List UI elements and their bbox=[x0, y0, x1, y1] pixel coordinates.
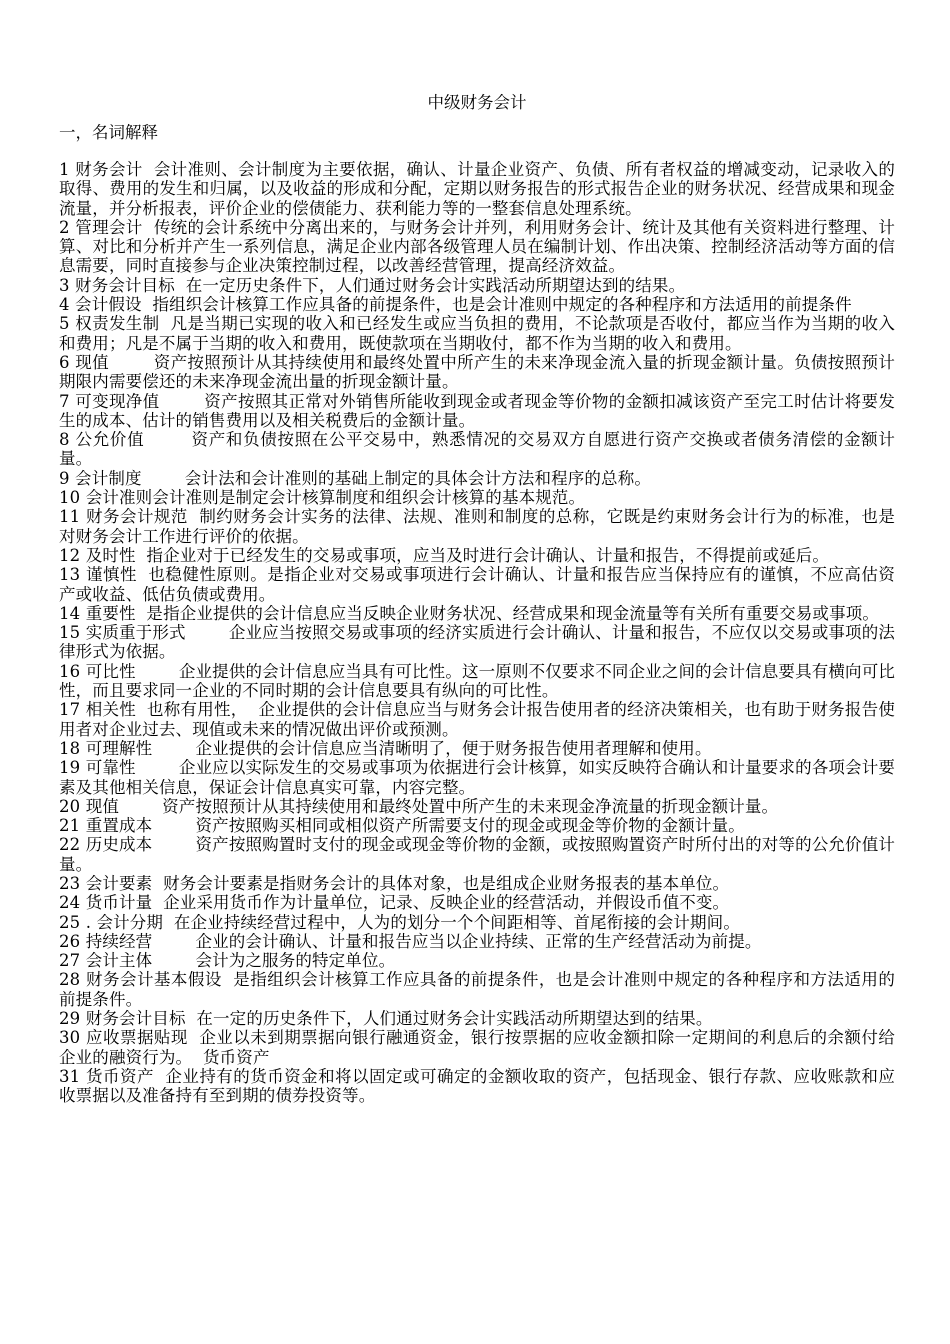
definition-entry: 8 公允价值 资产和负债按照在公平交易中，熟悉情况的交易双方自愿进行资产交换或者债务清偿的金额计量。 bbox=[59, 430, 895, 469]
definition-entry: 26 持续经营 企业的会计确认、计量和报告应当以企业持续、正常的生产经营活动为前提。 bbox=[59, 931, 762, 951]
definition-entry: 29 财务会计目标 在一定的历史条件下，人们通过财务会计实践活动所期望达到的结果。 bbox=[59, 1009, 713, 1029]
definition-entry: 30 应收票据贴现 企业以未到期票据向银行融通资金，银行按票据的应收金额扣除一定期间的利息后的余额付给企业的融资行为。 货币资产 bbox=[59, 1028, 895, 1067]
definition-entry: 21 重置成本 资产按照购买相同或相似资产所需要支付的现金或现金等价物的金额计量。 bbox=[59, 816, 745, 836]
definition-entry: 15 实质重于形式 企业应当按照交易或事项的经济实质进行会计确认、计量和报告，不应仅以交易或事项的法律形式为依据。 bbox=[59, 623, 895, 662]
definition-entry: 17 相关性 也称有用性， 企业提供的会计信息应当与财务会计报告使用者的经济决策相关，也有助于财务报告使用者对企业过去、现值或未来的情况做出评价或预测。 bbox=[59, 700, 895, 739]
definition-entry: 23 会计要素 财务会计要素是指财务会计的具体对象，也是组成企业财务报表的基本单位。 bbox=[59, 873, 730, 893]
definition-entry: 25 . 会计分期 在企业持续经营过程中，人为的划分一个个间距相等、首尾衔接的会计期间。 bbox=[59, 912, 740, 932]
definition-entry: 1 财务会计 会计准则、会计制度为主要依据，确认、计量企业资产、负债、所有者权益的增减变动，记录收入的取得、费用的发生和归属，以及收益的形成和分配，定期以财务报告的形式报告企业的财务状况、经营成果和现金流量，并分析报表，评价企业的偿债能力、获利能力等的一整套信息处理系统。 bbox=[59, 160, 895, 218]
definition-entry: 18 可理解性 企业提供的会计信息应当清晰明了，便于财务报告使用者理解和使用。 bbox=[59, 738, 712, 758]
definition-entry: 10 会计准则会计准则是制定会计核算制度和组织会计核算的基本规范。 bbox=[59, 488, 586, 508]
definition-entry: 20 现值 资产按照预计从其持续使用和最终处置中所产生的未来现金净流量的折现金额计量。 bbox=[59, 796, 779, 816]
definition-entry: 16 可比性 企业提供的会计信息应当具有可比性。这一原则不仅要求不同企业之间的会计信息要具有横向可比性，而且要求同一企业的不同时期的会计信息要具有纵向的可比性。 bbox=[59, 661, 895, 701]
definition-entry: 13 谨慎性 也稳健性原则。是指企业对交易或事项进行会计确认、计量和报告应当保持应有的谨慎，不应高估资产或收益、低估负债或费用。 bbox=[59, 565, 895, 604]
document-page bbox=[59, 92, 895, 1106]
definition-entry: 28 财务会计基本假设 是指组织会计核算工作应具备的前提条件，也是会计准则中规定的各种程序和方法适用的前提条件。 bbox=[59, 970, 895, 1009]
definition-list bbox=[59, 160, 895, 1106]
definition-entry: 4 会计假设 指组织会计核算工作应具备的前提条件，也是会计准则中规定的各种程序和方法适用的前提条件 bbox=[59, 295, 852, 315]
definition-entry: 3 财务会计目标 在一定历史条件下，人们通过财务会计实践活动所期望达到的结果。 bbox=[59, 275, 686, 295]
definition-entry: 9 会计制度 会计法和会计准则的基础上制定的具体会计方法和程序的总称。 bbox=[59, 468, 652, 488]
definition-entry: 2 管理会计 传统的会计系统中分离出来的，与财务会计并列，利用财务会计、统计及其他有关资料进行整理、计算、对比和分析并产生一系列信息，满足企业内部各级管理人员在编制计划、作出决策、控制经济活动等方面的信息需要，同时直接参与企业决策控制过程，以改善经营管理，提高经济效益。 bbox=[59, 217, 895, 276]
definition-entry: 5 权责发生制 凡是当期已实现的收入和已经发生或应当负担的费用，不论款项是否收付，都应当作为当期的收入和费用；凡是不属于当期的收入和费用，既使款项在当期收付，都不作为当期的收入和费用。 bbox=[59, 314, 895, 353]
definition-entry: 31 货币资产 企业持有的货币资金和将以固定或可确定的金额收取的资产，包括现金、银行存款、应收账款和应收票据以及准备持有至到期的债券投资等。 bbox=[59, 1066, 895, 1106]
definition-entry: 24 货币计量 企业采用货币作为计量单位，记录、反映企业的经营活动，并假设币值不变。 bbox=[59, 893, 730, 913]
definition-entry: 14 重要性 是指企业提供的会计信息应当反映企业财务状况、经营成果和现金流量等有关所有重要交易或事项。 bbox=[59, 603, 880, 623]
definition-entry: 12 及时性 指企业对于已经发生的交易或事项，应当及时进行会计确认、计量和报告，不得提前或延后。 bbox=[59, 545, 830, 565]
definition-entry: 19 可靠性 企业应以实际发生的交易或事项为依据进行会计核算，如实反映符合确认和计量要求的各项会计要素及其他相关信息，保证会计信息真实可靠，内容完整。 bbox=[59, 758, 895, 797]
definition-entry: 7 可变现净值 资产按照其正常对外销售所能收到现金或者现金等价物的金额扣减该资产至完工时估计将要发生的成本、估计的销售费用以及相关税费后的金额计量。 bbox=[59, 391, 895, 430]
definition-entry: 11 财务会计规范 制约财务会计实务的法律、法规、准则和制度的总称，它既是约束财务会计行为的标准，也是对财务会计工作进行评价的依据。 bbox=[59, 507, 895, 546]
definition-entry: 27 会计主体 会计为之服务的特定单位。 bbox=[59, 951, 396, 971]
section-heading: 一，名词解释 bbox=[59, 123, 158, 142]
document-title: 中级财务会计 bbox=[427, 93, 527, 112]
definition-entry: 22 历史成本 资产按照购置时支付的现金或现金等价物的金额，或按照购置资产时所付出的对等的公允价值计量。 bbox=[59, 835, 895, 874]
definition-entry: 6 现值 资产按照预计从其持续使用和最终处置中所产生的未来净现金流入量的折现金额计量。负债按照预计期限内需要偿还的未来净现金流出量的折现金额计量。 bbox=[59, 352, 895, 392]
